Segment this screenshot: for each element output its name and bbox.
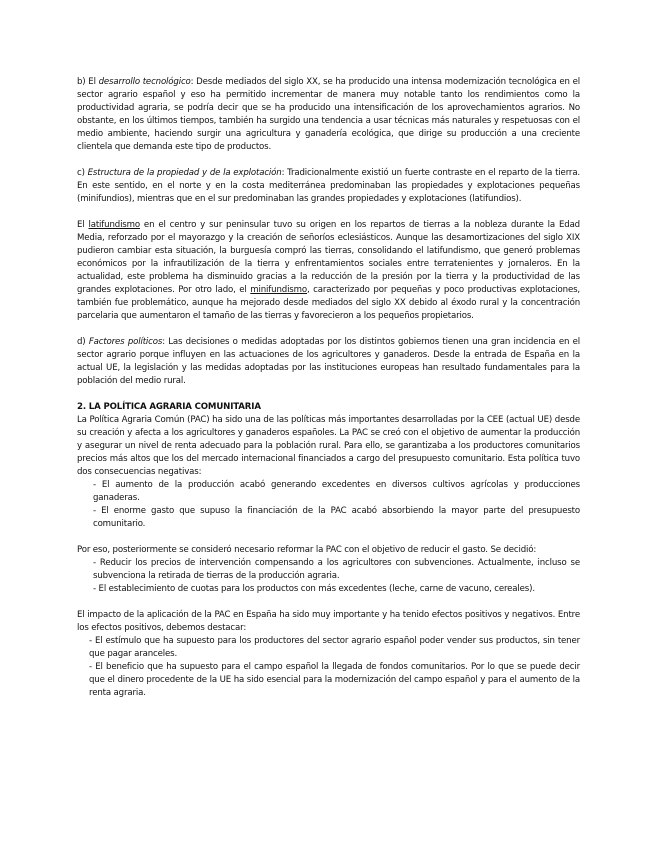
paragraph-latifundismo [77, 219, 580, 323]
spacer [77, 154, 580, 167]
item-term: Factores políticos [88, 337, 163, 347]
text-span: El [77, 220, 89, 230]
item-prefix: b) El [77, 77, 99, 87]
list-item-impact: - El estímulo que ha supuesto para los productores del sector agrario español poder vender sus productos, sin tener que pagar aranceles. [89, 636, 580, 659]
spacer [77, 206, 580, 219]
spacer [77, 388, 580, 401]
text-span: , caracterizado por pequeñas y poco productivas explotaciones, también fue problemático, aunque ha mejorado desde mediados del siglo XX debido al éxodo rural y la concentración parcelaria que aumentaron el tamaño de las tierras y favorecieron a los pequeños propietarios. [77, 285, 581, 321]
item-term: Estructura de la propiedad y de la explotación [87, 168, 282, 178]
document-body [77, 76, 580, 700]
list-item-consequence: - El aumento de la producción acabó generando excedentes en diversos cultivos agrícolas y producciones ganaderas. [93, 480, 580, 503]
paragraph-impact-intro: El impacto de la aplicación de la PAC en España ha sido muy importante y ha tenido efectos positivos y negativos. Entre los efectos positivos, debemos destacar: [77, 610, 580, 633]
item-text: : Tradicionalmente existió un fuerte contraste en el reparto de la tierra. En este sentido, en el norte y en la costa mediterránea predominaban las propiedades y explotaciones pequeñas (minifundios), mientras que en el sur predominaban las grandes propiedades y explotaciones (latifundios). [77, 168, 581, 204]
list-item-reform: - El establecimiento de cuotas para los productos con más excedentes (leche, carne de vacuno, cereales). [93, 584, 535, 594]
list-item-reform: - Reducir los precios de intervención compensando a los agricultores con subvenciones. Actualmente, incluso se subvenciona la retirada de tierras de la producción agraria. [93, 558, 580, 581]
paragraph-reform-intro: Por eso, posteriormente se consideró necesario reformar la PAC con el objetivo de reducir el gasto. Se decidió: [77, 545, 537, 555]
item-term: desarrollo tecnológico [98, 77, 191, 87]
list-item-impact: - El beneficio que ha supuesto para el campo español la llegada de fondos comunitarios. Por lo que se puede decir que el dinero procedente de la UE ha sido esencial para la modernización del campo español y para el aumento de la renta agraria. [89, 662, 580, 698]
item-text: : Desde mediados del siglo XX, se ha producido una intensa modernización tecnológica en el sector agrario español y eso ha permitido incrementar de manera muy notable tanto los rendimientos como la productividad agraria, se podría decir que se ha producido una intensificación de los aprovechamientos agrarios. No obstante, en los últimos tiempos, también ha surgido una tendencia a usar técnicas más naturales y respetuosas con el medio ambiente, haciendo surgir una agricultura y ganadería ecológica, que dirige su producción a una creciente clientela que demanda este tipo de productos. [77, 77, 580, 152]
list-item-consequence: - El enorme gasto que supuso la financiación de la PAC acabó absorbiendo la mayor parte del presupuesto comunitario. [93, 506, 580, 529]
item-text: : Las decisiones o medidas adoptadas por los distintos gobiernos tienen una gran incidencia en el sector agrario porque influyen en las actuaciones de los agricultores y ganaderos. Desde la entrada de España en la actual UE, la legislación y las medidas adoptadas por las instituciones europeas han resultado fundamentales para la población del medio rural. [77, 337, 580, 386]
paragraph-pac-intro: La Política Agraria Común (PAC) ha sido una de las políticas más importantes desarrolladas por la CEE (actual UE) desde su creación y afecta a los agricultores y ganaderos españoles. La PAC se creó con el objetivo de aumentar la producción y asegurar un nivel de renta adecuado para la población rural. Para ello, se garantizaba a los productores comunitarios precios más altos que los del mercado internacional financiados a cargo del presupuesto comunitario. Esta política tuvo dos consecuencias negativas: [77, 415, 580, 477]
paragraph-political-factors [77, 336, 580, 388]
item-prefix: c) [77, 168, 88, 178]
term-minifundismo: minifundismo [250, 285, 307, 295]
term-latifundismo: latifundismo [88, 220, 140, 230]
spacer [77, 596, 580, 609]
spacer [77, 323, 580, 336]
item-prefix: d) [77, 337, 89, 347]
section-heading: 2. LA POLÍTICA AGRARIA COMUNITARIA [77, 402, 261, 412]
spacer [77, 531, 580, 544]
paragraph-property-structure [77, 167, 580, 206]
paragraph-technological-development [77, 76, 580, 154]
text-span: en el centro y sur peninsular tuvo su origen en los repartos de tierras a la nobleza durante la Edad Media, reforzado por el mayorazgo y la creación de señoríos eclesiásticos. Aunque las desamortizaciones del siglo XIX pudieron cambiar esta situación, la burguesía compró las tierras, consolidando el latifundismo, que generó problemas económicos por la infrautilización de la tierra y enfrentamientos sociales entre terratenientes y jornaleros. En la actualidad, este problema ha disminuido gracias a la reducción de la presión por la tierra y la productividad de las grandes explotaciones. Por otro lado, el [77, 220, 580, 295]
